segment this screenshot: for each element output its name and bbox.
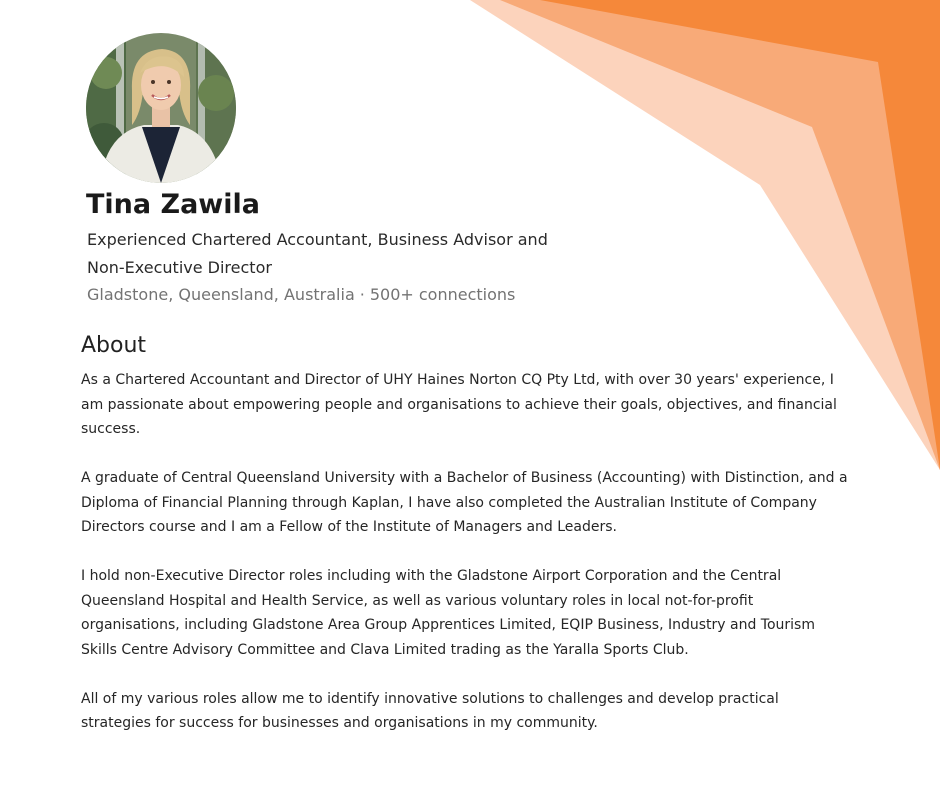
about-paragraph: I hold non-Executive Director roles including with the Gladstone Airport Corporation and the Central Queensland Hospital and Health Service, as well as various voluntary roles in local not-for-profit organisations, including Gladstone Area Group Apprentices Limited, EQIP Business, Industry and Tourism Skills Centre Advisory Committee and Clava Limited trading as the Yaralla Sports Club.: [81, 568, 815, 658]
meta-separator: ·: [359, 285, 365, 304]
about-section: [81, 368, 851, 760]
profile-headline: Experienced Chartered Accountant, Business Advisor and Non-Executive Director: [87, 230, 548, 277]
profile-location: Gladstone, Queensland, Australia: [87, 285, 355, 304]
about-paragraph: A graduate of Central Queensland University with a Bachelor of Business (Accounting) with Distinction, and a Diploma of Financial Planning through Kaplan, I have also completed the Australian Institute of Company Directors course and I am a Fellow of the Institute of Managers and Leaders.: [81, 470, 848, 535]
avatar[interactable]: [86, 33, 236, 183]
profile-name: Tina Zawila: [86, 189, 260, 220]
profile-photo: [86, 33, 236, 183]
profile-connections[interactable]: 500+ connections: [369, 285, 516, 304]
profile-meta: [87, 283, 515, 307]
about-paragraph: All of my various roles allow me to identify innovative solutions to challenges and develop practical strategies for success for businesses and organisations in my community.: [81, 690, 779, 731]
about-heading: About: [81, 333, 147, 358]
about-paragraph: As a Chartered Accountant and Director of UHY Haines Norton CQ Pty Ltd, with over 30 years' experience, I am passionate about empowering people and organisations to achieve their goals, objectives, and financial success.: [81, 372, 837, 437]
